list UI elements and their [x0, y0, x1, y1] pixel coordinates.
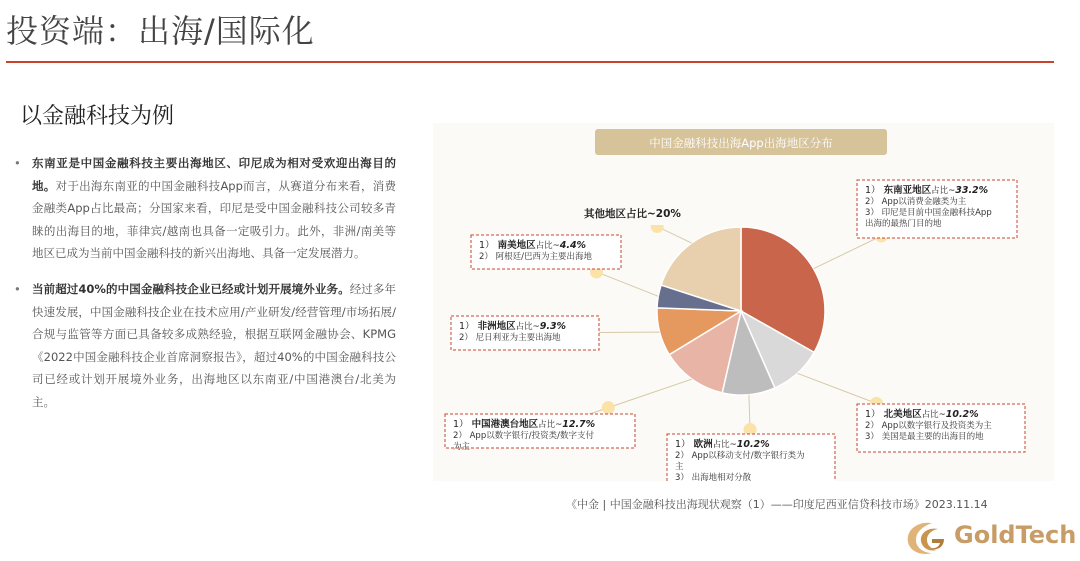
slice-share: 占比~: [712, 440, 737, 450]
slice-label-name: [479, 239, 586, 251]
slice-note: 3） 印尼是目前中国金融科技App: [865, 208, 992, 218]
bullet-item: [14, 152, 396, 265]
bullet-text: 经过多年快速发展，中国金融科技企业在技术应用/产业研发/经营管理/市场拓展/合规与监管等方面已具备较多成熟经验，根据互联网金融协会、KPMG《2022中国金融科技企业首席洞察报告》，超过40%的中国金融科技公司已经或计划开展境外业务，出海地区以东南亚/中国港澳台/北美为主。: [32, 281, 396, 409]
slice-note: 2） App以消费金融类为主: [865, 197, 967, 207]
slice-share: 占比~: [515, 322, 540, 332]
source-citation: 《中金 | 中国金融科技出海现状观察（1）——印度尼西亚信贷科技市场》2023.11.14: [566, 498, 988, 511]
slice-note: 2） 阿根廷/巴西为主要出海地: [479, 252, 592, 262]
bullet-text: 对于出海东南亚的中国金融科技App而言，从赛道分布来看，消费金融类App占比最高；分国家来看，印尼是受中国金融科技公司较多青睐的出海目的地，菲律宾/越南也具备一定吸引力。此外，非洲/南美等地区已成为当前中国金融科技的新兴出海地、具备一定发展潜力。: [32, 178, 397, 261]
bullet-list: [14, 152, 396, 427]
section-title: 以金融科技为例: [20, 104, 175, 129]
slice-label-index: 1）: [479, 240, 498, 251]
slice-note: 2） App以数字银行/投资类/数字支付: [453, 431, 594, 441]
slice-name: 非洲地区: [477, 321, 516, 332]
slice-label-index: 1）: [459, 321, 478, 332]
slice-value: 10.2%: [945, 409, 979, 420]
bullet-item: [14, 278, 396, 414]
slice-label-name: [865, 408, 979, 420]
slice-note: 2） App以移动支付/数字银行类为: [675, 451, 805, 461]
page-title: 投资端：出海/国际化: [6, 12, 315, 50]
pie-chart-panel: [433, 123, 1054, 481]
slice-share: 占比~: [931, 186, 956, 196]
slice-name: 欧洲: [693, 439, 713, 450]
slice-label-name: [865, 184, 988, 196]
connector-dot: [602, 401, 615, 414]
slice-name: 东南亚地区: [883, 185, 932, 196]
slice-note: 3） 美国是最主要的出海目的地: [865, 432, 984, 442]
slice-label-name: [459, 320, 566, 332]
slice-share: 占比~: [921, 410, 946, 420]
slice-value: 4.4%: [559, 240, 587, 251]
slice-note: 出海的最热门目的地: [865, 219, 942, 229]
pie-chart: [433, 123, 1054, 481]
slice-share: 占比~: [535, 241, 560, 251]
slice-name: 北美地区: [883, 409, 922, 420]
slice-value: 12.7%: [562, 419, 596, 430]
slice-name: 中国港澳台地区: [471, 419, 539, 430]
slice-note: 2） App以数字银行及投资类为主: [865, 421, 992, 431]
slice-label-name: [675, 438, 770, 450]
slice-label-name: 其他地区占比~20%: [584, 208, 681, 220]
slice-name: 南美地区: [497, 240, 536, 251]
goldtech-logo: [902, 517, 1077, 557]
slice-note: 主: [675, 462, 684, 472]
slice-label-name: [453, 418, 595, 430]
slice-value: 33.2%: [955, 185, 989, 196]
slice-label-index: 1）: [453, 419, 472, 430]
logo-text: GoldTech: [954, 521, 1077, 549]
slice-note: 为主: [453, 442, 471, 452]
slice-label-index: 1）: [865, 185, 884, 196]
chart-title: 中国金融科技出海App出海地区分布: [649, 136, 833, 150]
slice-label-index: 1）: [865, 409, 884, 420]
slice-share: 占比~: [538, 420, 563, 430]
slice-value: 9.3%: [539, 321, 567, 332]
title-divider: [6, 61, 1054, 63]
bullet-dot-icon: •: [14, 281, 21, 296]
slice-note: 2） 尼日利亚为主要出海地: [459, 333, 561, 343]
bullet-dot-icon: •: [14, 156, 21, 170]
bullet-bold: 当前超过40%的中国金融科技企业已经或计划开展境外业务。: [32, 281, 350, 296]
slice-note: 3） 出海地相对分散: [675, 473, 752, 481]
bullet-bold: 东南亚是中国金融科技主要出海地区、印尼成为相对受欢迎出海目的地。: [32, 156, 396, 193]
goldtech-logo-icon: [902, 517, 952, 557]
slice-label-index: 1）: [675, 439, 694, 450]
slice-value: 10.2%: [736, 439, 770, 450]
